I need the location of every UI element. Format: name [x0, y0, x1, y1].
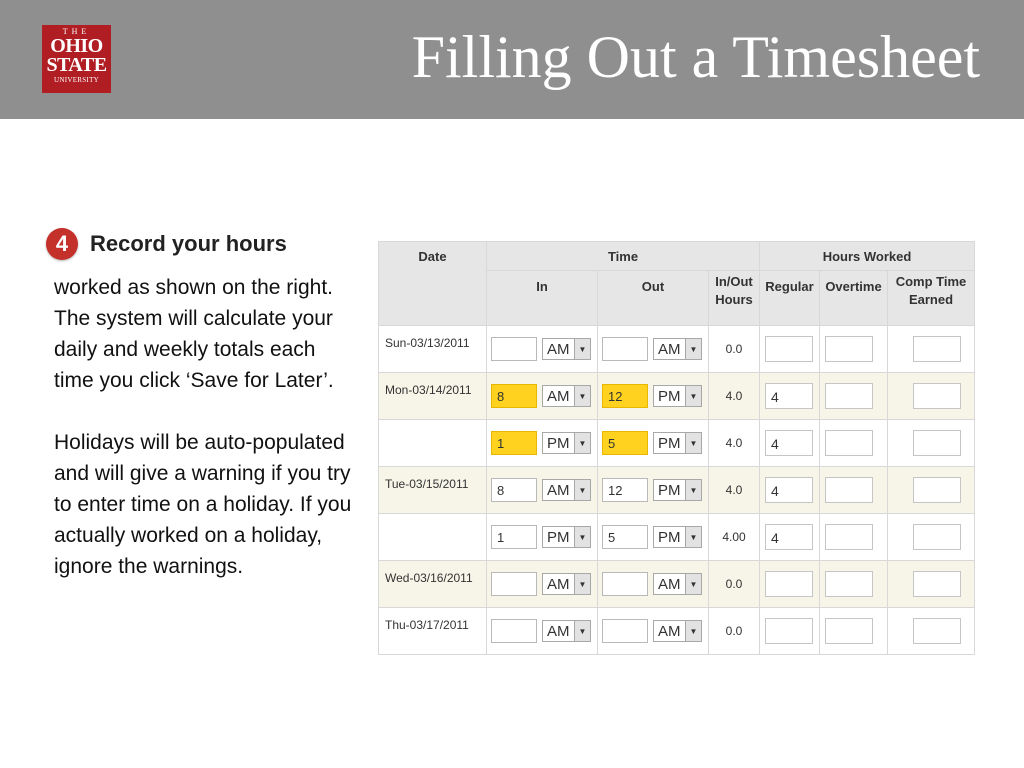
- comp-time-input[interactable]: [913, 524, 961, 550]
- row-date: [379, 420, 487, 467]
- ampm-value: AM: [658, 575, 681, 593]
- inout-hours-value: 0.0: [709, 561, 760, 608]
- inout-hours-value: 0.0: [709, 608, 760, 655]
- time-out-input[interactable]: 12: [602, 384, 648, 408]
- header-inout-line2: Hours: [715, 292, 753, 307]
- time-in-ampm-select[interactable]: [542, 573, 591, 595]
- slide-header: [0, 0, 1024, 119]
- regular-hours-input[interactable]: 4: [765, 430, 813, 456]
- comp-time-input[interactable]: [913, 618, 961, 644]
- comp-time-input[interactable]: [913, 571, 961, 597]
- header-overtime: Overtime: [820, 271, 888, 326]
- header-out: Out: [598, 271, 709, 326]
- step-heading: [46, 227, 287, 261]
- logo-university: UNIVERSITY: [54, 76, 99, 84]
- dropdown-arrow-icon: ▼: [574, 621, 590, 641]
- inout-hours-value: 4.0: [709, 373, 760, 420]
- timesheet-table: [378, 241, 975, 655]
- overtime-hours-input[interactable]: [825, 571, 873, 597]
- slide-title: Filling Out a Timesheet: [411, 24, 980, 90]
- time-in-input[interactable]: [491, 619, 537, 643]
- time-in-input[interactable]: 1: [491, 525, 537, 549]
- overtime-hours-input[interactable]: [825, 430, 873, 456]
- time-in-ampm-select[interactable]: [542, 479, 591, 501]
- time-in-ampm-select[interactable]: [542, 385, 591, 407]
- time-in-input[interactable]: 1: [491, 431, 537, 455]
- header-time: Time: [487, 242, 760, 271]
- table-row: [379, 608, 975, 655]
- logo-the: THE: [62, 27, 91, 36]
- overtime-hours-input[interactable]: [825, 524, 873, 550]
- dropdown-arrow-icon: ▼: [685, 527, 701, 547]
- dropdown-arrow-icon: ▼: [685, 621, 701, 641]
- instruction-paragraph-1: worked as shown on the right. The system will calculate your daily and weekly totals each time you click ‘Save for Later’.: [54, 276, 334, 392]
- table-row: [379, 420, 975, 467]
- time-in-ampm-select[interactable]: [542, 526, 591, 548]
- ampm-value: PM: [547, 434, 570, 452]
- dropdown-arrow-icon: ▼: [574, 574, 590, 594]
- overtime-hours-input[interactable]: [825, 618, 873, 644]
- logo-state: STATE: [46, 54, 107, 76]
- ampm-value: AM: [547, 575, 570, 593]
- inout-hours-value: 4.0: [709, 467, 760, 514]
- table-row: [379, 514, 975, 561]
- comp-time-input[interactable]: [913, 383, 961, 409]
- row-date: [379, 514, 487, 561]
- ampm-value: PM: [658, 387, 681, 405]
- regular-hours-input[interactable]: 4: [765, 524, 813, 550]
- header-date: Date: [379, 242, 487, 326]
- header-inout-hours: [709, 271, 760, 326]
- ampm-value: PM: [658, 434, 681, 452]
- row-date: Thu-03/17/2011: [379, 608, 487, 655]
- time-out-input[interactable]: 5: [602, 431, 648, 455]
- dropdown-arrow-icon: ▼: [685, 433, 701, 453]
- time-out-input[interactable]: [602, 337, 648, 361]
- ampm-value: PM: [547, 528, 570, 546]
- regular-hours-input[interactable]: [765, 336, 813, 362]
- ampm-value: AM: [658, 340, 681, 358]
- regular-hours-input[interactable]: [765, 571, 813, 597]
- overtime-hours-input[interactable]: [825, 477, 873, 503]
- time-out-input[interactable]: 5: [602, 525, 648, 549]
- header-comp-line1: Comp Time: [895, 274, 967, 289]
- ampm-value: AM: [547, 387, 570, 405]
- dropdown-arrow-icon: ▼: [574, 527, 590, 547]
- dropdown-arrow-icon: ▼: [685, 386, 701, 406]
- dropdown-arrow-icon: ▼: [685, 339, 701, 359]
- ohio-state-logo: [42, 25, 111, 93]
- ampm-value: AM: [547, 340, 570, 358]
- ampm-value: AM: [547, 622, 570, 640]
- inout-hours-value: 0.0: [709, 326, 760, 373]
- dropdown-arrow-icon: ▼: [574, 386, 590, 406]
- time-in-input[interactable]: [491, 572, 537, 596]
- time-in-ampm-select[interactable]: [542, 432, 591, 454]
- row-date: Wed-03/16/2011: [379, 561, 487, 608]
- instructions: [54, 272, 354, 613]
- time-out-input[interactable]: 12: [602, 478, 648, 502]
- row-date: Mon-03/14/2011: [379, 373, 487, 420]
- time-in-input[interactable]: 8: [491, 478, 537, 502]
- table-row: [379, 561, 975, 608]
- time-out-ampm-select[interactable]: [653, 432, 702, 454]
- header-comp-time: [888, 271, 975, 326]
- step-number-badge: 4: [46, 228, 78, 260]
- ampm-value: PM: [658, 528, 681, 546]
- step-label: Record your hours: [90, 231, 287, 256]
- regular-hours-input[interactable]: 4: [765, 477, 813, 503]
- time-out-ampm-select[interactable]: [653, 338, 702, 360]
- header-comp-line2: Earned: [908, 292, 954, 307]
- time-in-input[interactable]: [491, 337, 537, 361]
- header-regular: Regular: [760, 271, 820, 326]
- inout-hours-value: 4.0: [709, 420, 760, 467]
- comp-time-input[interactable]: [913, 430, 961, 456]
- time-out-input[interactable]: [602, 619, 648, 643]
- inout-hours-value: 4.00: [709, 514, 760, 561]
- row-date: Sun-03/13/2011: [379, 326, 487, 373]
- time-out-input[interactable]: [602, 572, 648, 596]
- logo-ohio: OHIO: [50, 35, 103, 57]
- regular-hours-input[interactable]: 4: [765, 383, 813, 409]
- overtime-hours-input[interactable]: [825, 336, 873, 362]
- header-inout-line1: In/Out: [715, 274, 753, 289]
- dropdown-arrow-icon: ▼: [574, 433, 590, 453]
- time-out-ampm-select[interactable]: [653, 620, 702, 642]
- time-out-ampm-select[interactable]: [653, 573, 702, 595]
- table-row: [379, 467, 975, 514]
- time-out-ampm-select[interactable]: [653, 479, 702, 501]
- ampm-value: PM: [658, 481, 681, 499]
- table-row: [379, 326, 975, 373]
- ampm-value: AM: [547, 481, 570, 499]
- row-date: Tue-03/15/2011: [379, 467, 487, 514]
- time-in-ampm-select[interactable]: [542, 338, 591, 360]
- time-in-input[interactable]: 8: [491, 384, 537, 408]
- ampm-value: AM: [658, 622, 681, 640]
- dropdown-arrow-icon: ▼: [574, 339, 590, 359]
- dropdown-arrow-icon: ▼: [685, 574, 701, 594]
- time-out-ampm-select[interactable]: [653, 526, 702, 548]
- time-out-ampm-select[interactable]: [653, 385, 702, 407]
- header-hours-worked: Hours Worked: [760, 242, 975, 271]
- time-in-ampm-select[interactable]: [542, 620, 591, 642]
- overtime-hours-input[interactable]: [825, 383, 873, 409]
- header-in: In: [487, 271, 598, 326]
- dropdown-arrow-icon: ▼: [685, 480, 701, 500]
- dropdown-arrow-icon: ▼: [574, 480, 590, 500]
- regular-hours-input[interactable]: [765, 618, 813, 644]
- instruction-paragraph-2: Holidays will be auto-populated and will give a warning if you try to enter time on a holiday. If you actually worked on a holiday, ignore the warnings.: [54, 431, 352, 578]
- comp-time-input[interactable]: [913, 477, 961, 503]
- comp-time-input[interactable]: [913, 336, 961, 362]
- table-row: [379, 373, 975, 420]
